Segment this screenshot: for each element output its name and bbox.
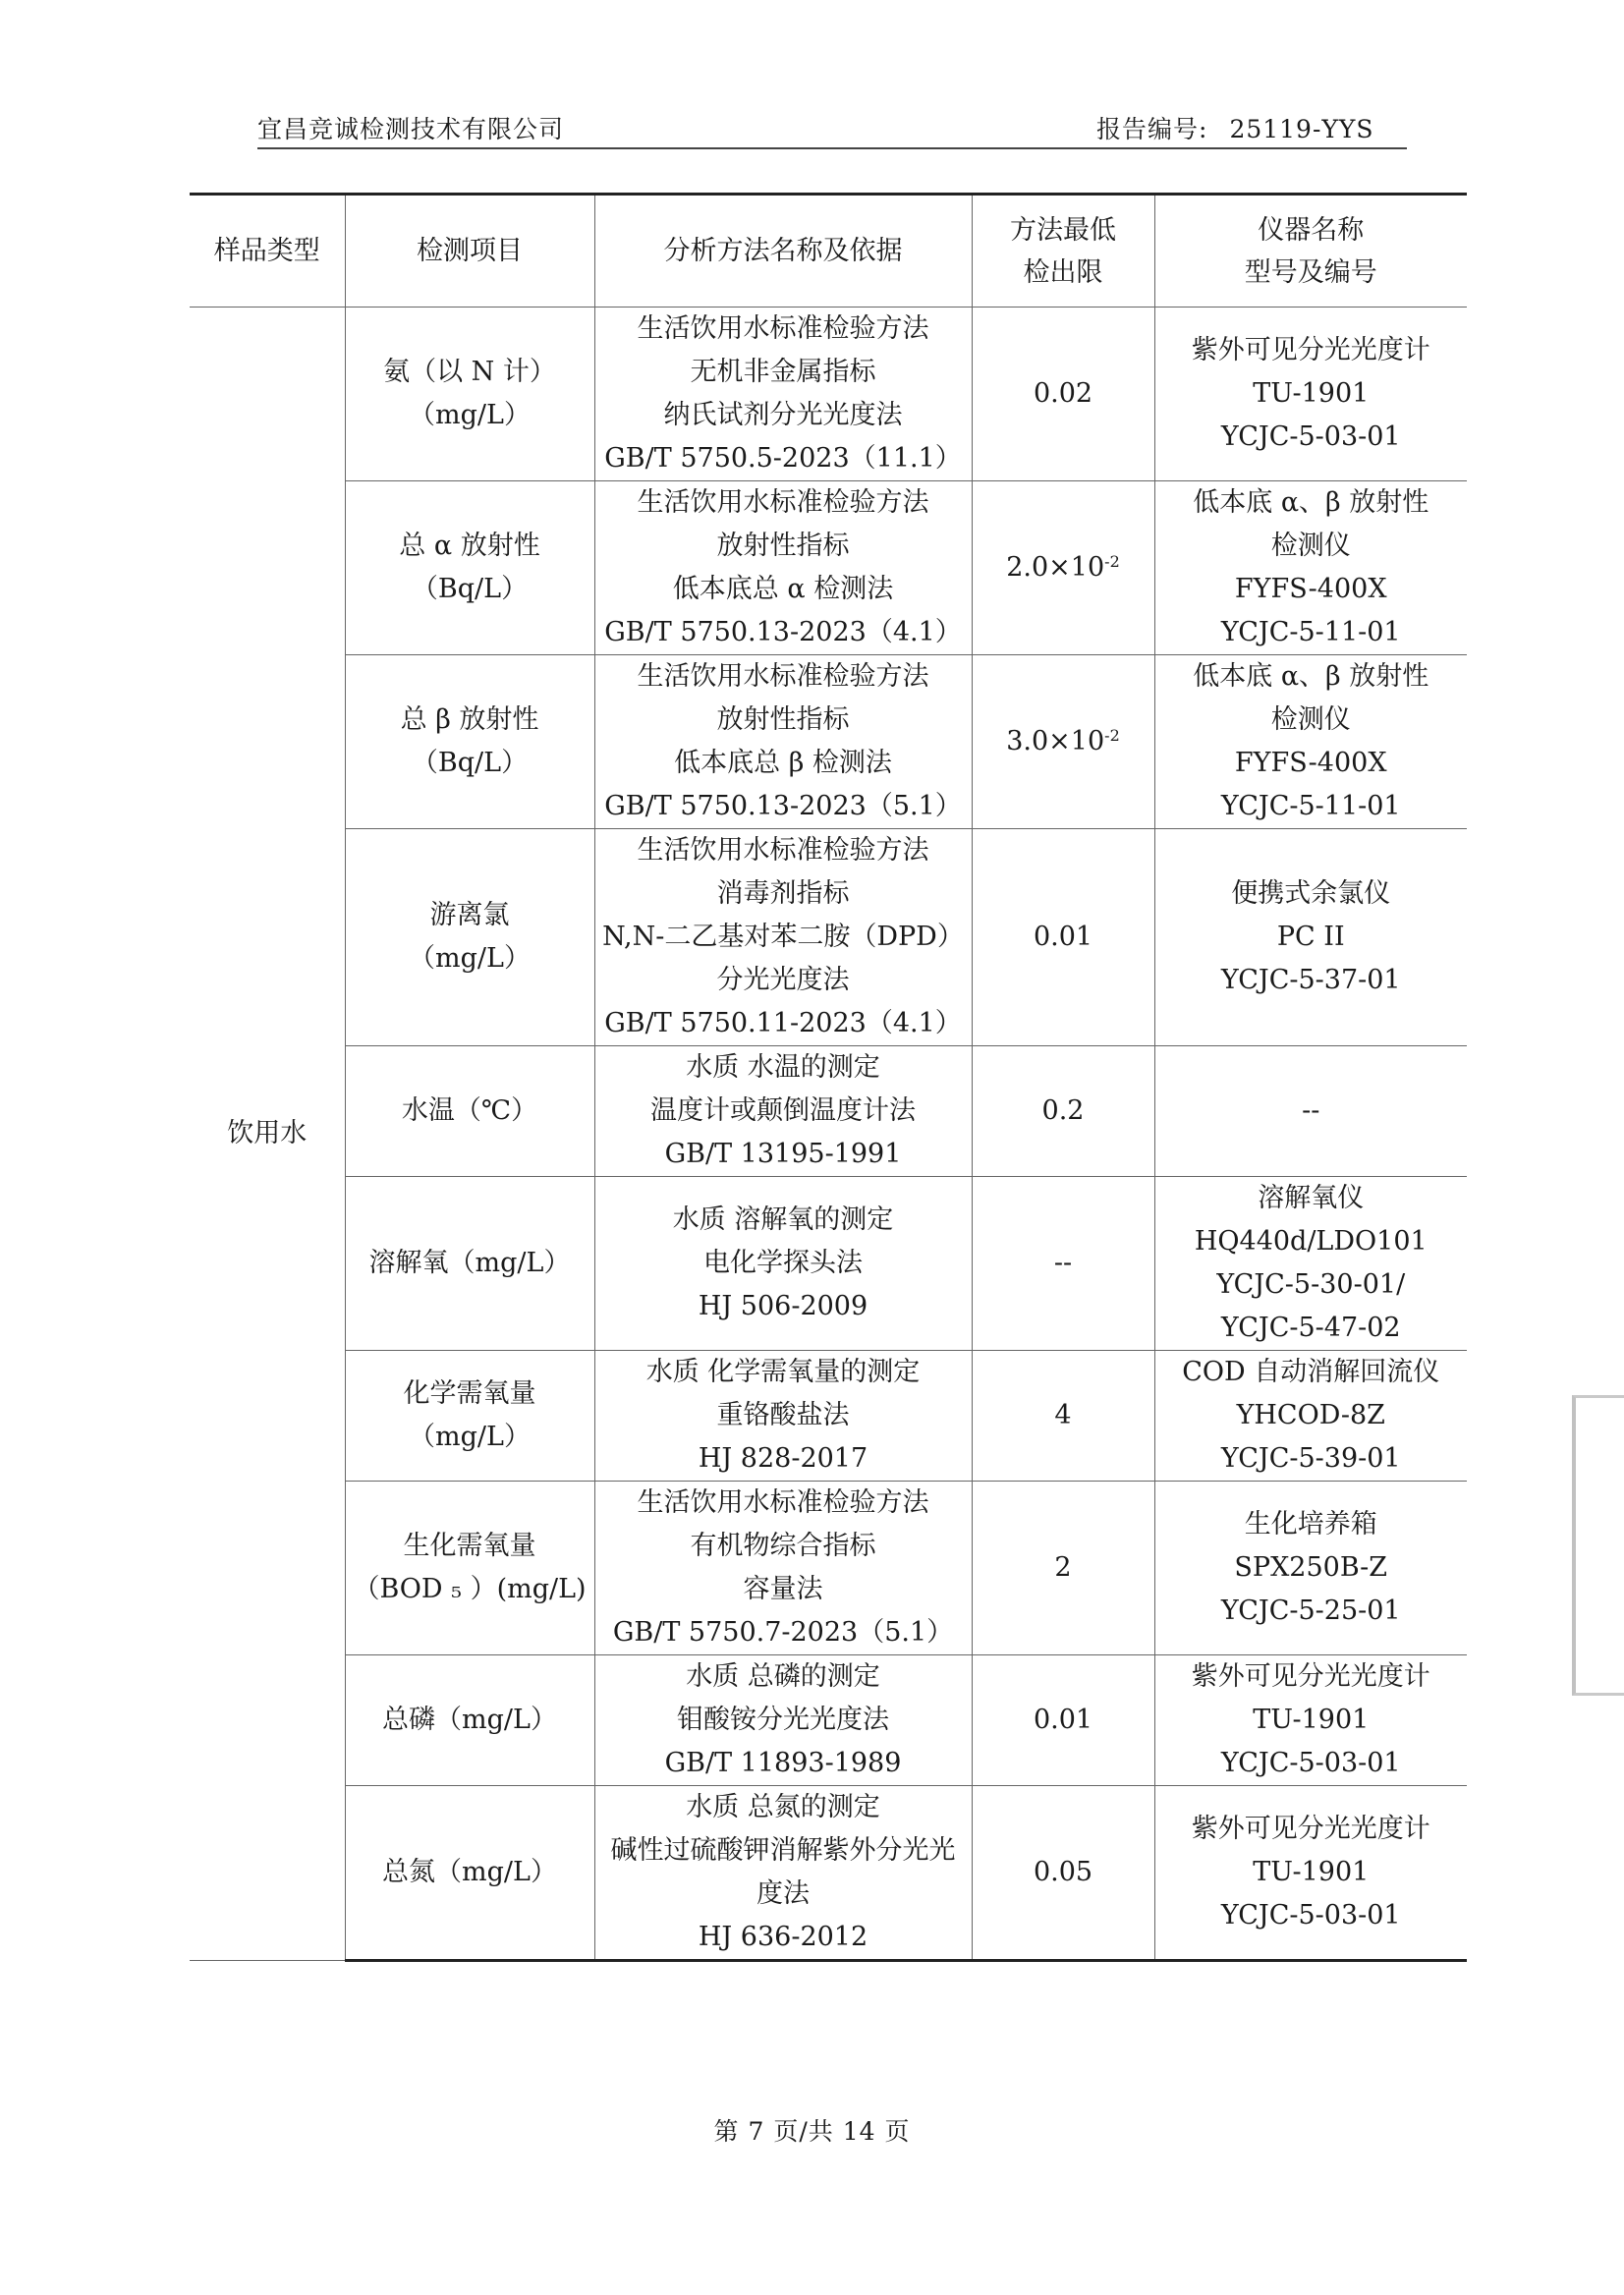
lod-cell: 4 xyxy=(972,1351,1154,1482)
page-number: 第 7 页/共 14 页 xyxy=(713,2117,911,2146)
method-cell: 水质 总氮的测定 碱性过硫酸钾消解紫外分光光 度法 HJ 636-2012 xyxy=(594,1786,972,1961)
item-cell: 总 β 放射性 （Bq/L） xyxy=(345,655,594,829)
table-row xyxy=(190,481,1467,655)
method-cell: 水质 总磷的测定 钼酸铵分光光度法 GB/T 11893-1989 xyxy=(594,1655,972,1786)
item-cell: 总氮（mg/L） xyxy=(345,1786,594,1961)
instrument-cell: COD 自动消解回流仪 YHCOD-8Z YCJC-5-39-01 xyxy=(1154,1351,1467,1482)
instrument-cell: 低本底 α、β 放射性 检测仪 FYFS-400X YCJC-5-11-01 xyxy=(1154,655,1467,829)
table-row xyxy=(190,1482,1467,1655)
lod-cell: 0.05 xyxy=(972,1786,1154,1961)
lod-cell: 2 xyxy=(972,1482,1154,1655)
col-header-method: 分析方法名称及依据 xyxy=(594,195,972,308)
report-number-label: 报告编号: xyxy=(1096,115,1208,143)
report-number-value: 25119-YYS xyxy=(1229,115,1374,143)
table-row xyxy=(190,1351,1467,1482)
instrument-cell: -- xyxy=(1154,1046,1467,1177)
table-row xyxy=(190,1786,1467,1961)
method-cell: 生活饮用水标准检验方法 有机物综合指标 容量法 GB/T 5750.7-2023（5.1） xyxy=(594,1482,972,1655)
lod-cell: 0.2 xyxy=(972,1046,1154,1177)
lod-cell: 0.02 xyxy=(972,308,1154,481)
table-row xyxy=(190,1046,1467,1177)
method-cell: 生活饮用水标准检验方法 无机非金属指标 纳氏试剂分光光度法 GB/T 5750.5-2023（11.1） xyxy=(594,308,972,481)
table-row xyxy=(190,1655,1467,1786)
method-cell: 生活饮用水标准检验方法 放射性指标 低本底总 β 检测法 GB/T 5750.13-2023（5.1） xyxy=(594,655,972,829)
table-row xyxy=(190,1177,1467,1351)
instrument-cell: 紫外可见分光光度计 TU-1901 YCJC-5-03-01 xyxy=(1154,308,1467,481)
method-cell: 水质 化学需氧量的测定 重铬酸盐法 HJ 828-2017 xyxy=(594,1351,972,1482)
table-row xyxy=(190,829,1467,1046)
instrument-cell: 低本底 α、β 放射性 检测仪 FYFS-400X YCJC-5-11-01 xyxy=(1154,481,1467,655)
col-header-sample-type: 样品类型 xyxy=(190,195,345,308)
report-number xyxy=(1096,110,1374,145)
instrument-cell: 便携式余氯仪 PC II YCJC-5-37-01 xyxy=(1154,829,1467,1046)
lod-cell: $2.0\times 10^{-2}$ xyxy=(972,481,1154,655)
col-header-item: 检测项目 xyxy=(345,195,594,308)
company-name: 宜昌竞诚检测技术有限公司 xyxy=(257,115,565,143)
item-cell: 总磷（mg/L） xyxy=(345,1655,594,1786)
instrument-cell: 溶解氧仪 HQ440d/LDO101 YCJC-5-30-01/ YCJC-5-47-02 xyxy=(1154,1177,1467,1351)
instrument-cell: 紫外可见分光光度计 TU-1901 YCJC-5-03-01 xyxy=(1154,1655,1467,1786)
instrument-cell: 生化培养箱 SPX250B-Z YCJC-5-25-01 xyxy=(1154,1482,1467,1655)
table-body xyxy=(190,308,1467,1961)
method-table xyxy=(190,193,1467,1962)
lod-cell: $3.0\times 10^{-2}$ xyxy=(972,655,1154,829)
instrument-cell: 紫外可见分光光度计 TU-1901 YCJC-5-03-01 xyxy=(1154,1786,1467,1961)
item-cell: 水温（℃） xyxy=(345,1046,594,1177)
col-header-lod: 方法最低 检出限 xyxy=(972,195,1154,308)
seal-stamp xyxy=(1572,1395,1624,1696)
method-cell: 水质 水温的测定 温度计或颠倒温度计法 GB/T 13195-1991 xyxy=(594,1046,972,1177)
lod-cell: -- xyxy=(972,1177,1154,1351)
method-cell: 水质 溶解氧的测定 电化学探头法 HJ 506-2009 xyxy=(594,1177,972,1351)
lod-cell: 0.01 xyxy=(972,1655,1154,1786)
item-cell: 总 α 放射性 （Bq/L） xyxy=(345,481,594,655)
table-row xyxy=(190,655,1467,829)
item-cell: 溶解氧（mg/L） xyxy=(345,1177,594,1351)
table-header-row xyxy=(190,195,1467,308)
table-row xyxy=(190,308,1467,481)
item-cell: 氨（以 N 计） （mg/L） xyxy=(345,308,594,481)
lod-cell: 0.01 xyxy=(972,829,1154,1046)
col-header-instrument: 仪器名称 型号及编号 xyxy=(1154,195,1467,308)
item-cell: 游离氯 （mg/L） xyxy=(345,829,594,1046)
item-cell: 生化需氧量 （BOD ₅ ）(mg/L) xyxy=(345,1482,594,1655)
method-cell: 生活饮用水标准检验方法 放射性指标 低本底总 α 检测法 GB/T 5750.13-2023（4.1） xyxy=(594,481,972,655)
sample-type-cell: 饮用水 xyxy=(190,308,345,1961)
method-cell: 生活饮用水标准检验方法 消毒剂指标 N,N-二乙基对苯二胺（DPD） 分光光度法 GB/T 5750.11-2023（4.1） xyxy=(594,829,972,1046)
header-divider xyxy=(257,147,1407,149)
item-cell: 化学需氧量 （mg/L） xyxy=(345,1351,594,1482)
